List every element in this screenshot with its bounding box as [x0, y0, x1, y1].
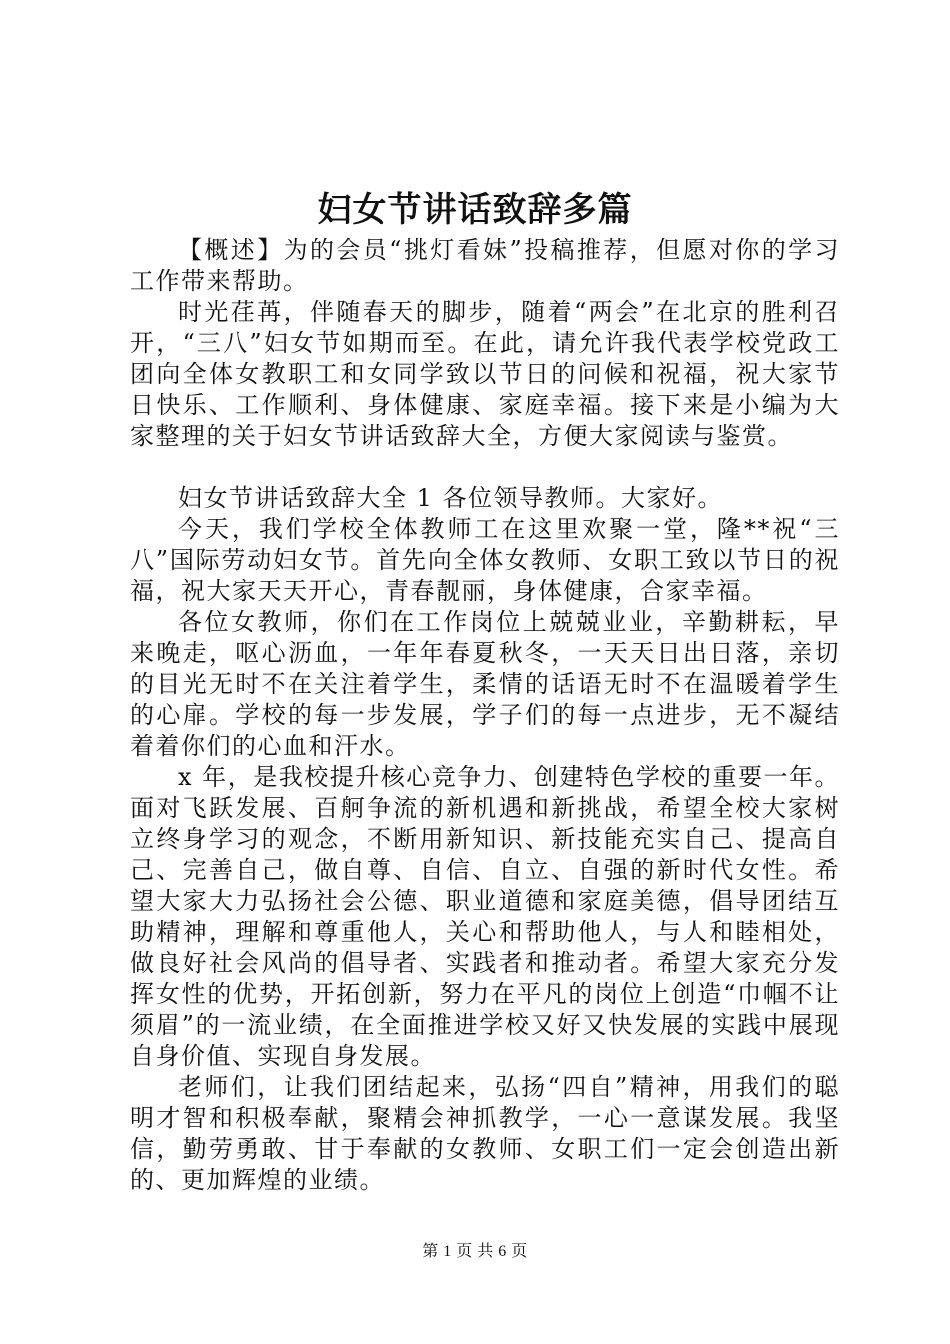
paragraph-closing: 老师们，让我们团结起来，弘扬“四自”精神，用我们的聪明才智和积极奉献，聚精会神抓教学，一心一意谋发展。我坚信，勤劳勇敢、甘于奉献的女教师、女职工们一定会创造出新的、更加辉煌的业绩。	[130, 1073, 840, 1194]
paragraph-section-heading: 妇女节讲话致辞大全 1 各位领导教师。大家好。	[178, 484, 724, 512]
paragraph-praise: 各位女教师，你们在工作岗位上兢兢业业，辛勤耕耘，早来晚走，呕心沥血，一年年春夏秋冬，一天天日出日落，亲切的目光无时不在关注着学生，柔情的话语无时不在温暖着学生的心扉。学校的每一步发展，学子们的每一点进步，无不凝结着着你们的心血和汗水。	[130, 608, 840, 760]
paragraph-intro: 时光荏苒，伴随春天的脚步，随着“两会”在北京的胜利召开，“三八”妇女节如期而至。在此，请允许我代表学校党政工团向全体女教职工和女同学致以节日的问候和祝福，祝大家节日快乐、工作顺利、身体健康、家庭幸福。接下来是小编为大家整理的关于妇女节讲话致辞大全，方便大家阅读与鉴赏。	[130, 298, 840, 450]
paragraph-greeting: 今天，我们学校全体教师工在这里欢聚一堂，隆**祝“三八”国际劳动妇女节。首先向全体女教师、女职工致以节日的祝福，祝大家天天开心，青春靓丽，身体健康，合家幸福。	[130, 515, 840, 605]
document-body	[130, 235, 840, 1196]
document-title: 妇女节讲话致辞多篇	[317, 190, 633, 230]
page-footer: 第 1 页 共 6 页	[422, 1243, 528, 1260]
paragraph-hopes: x 年，是我校提升核心竞争力、创建特色学校的重要一年。面对飞跃发展、百舸争流的新机遇和新挑战，希望全校大家树立终身学习的观念，不断用新知识、新技能充实自己、提高自己、完善自己，做自尊、自信、自立、自强的新时代女性。希望大家大力弘扬社会公德、职业道德和家庭美德，倡导团结互助精神，理解和尊重他人，关心和帮助他人，与人和睦相处，做良好社会风尚的倡导者、实践者和推动者。希望大家充分发挥女性的优势，开拓创新，努力在平凡的岗位上创造“巾帼不让须眉”的一流业绩，在全面推进学校又好又快发展的实践中展现自身价值、实现自身发展。	[130, 763, 840, 1070]
paragraph-summary: 【概述】为的会员“挑灯看妹”投稿推荐，但愿对你的学习工作带来帮助。	[130, 236, 840, 295]
